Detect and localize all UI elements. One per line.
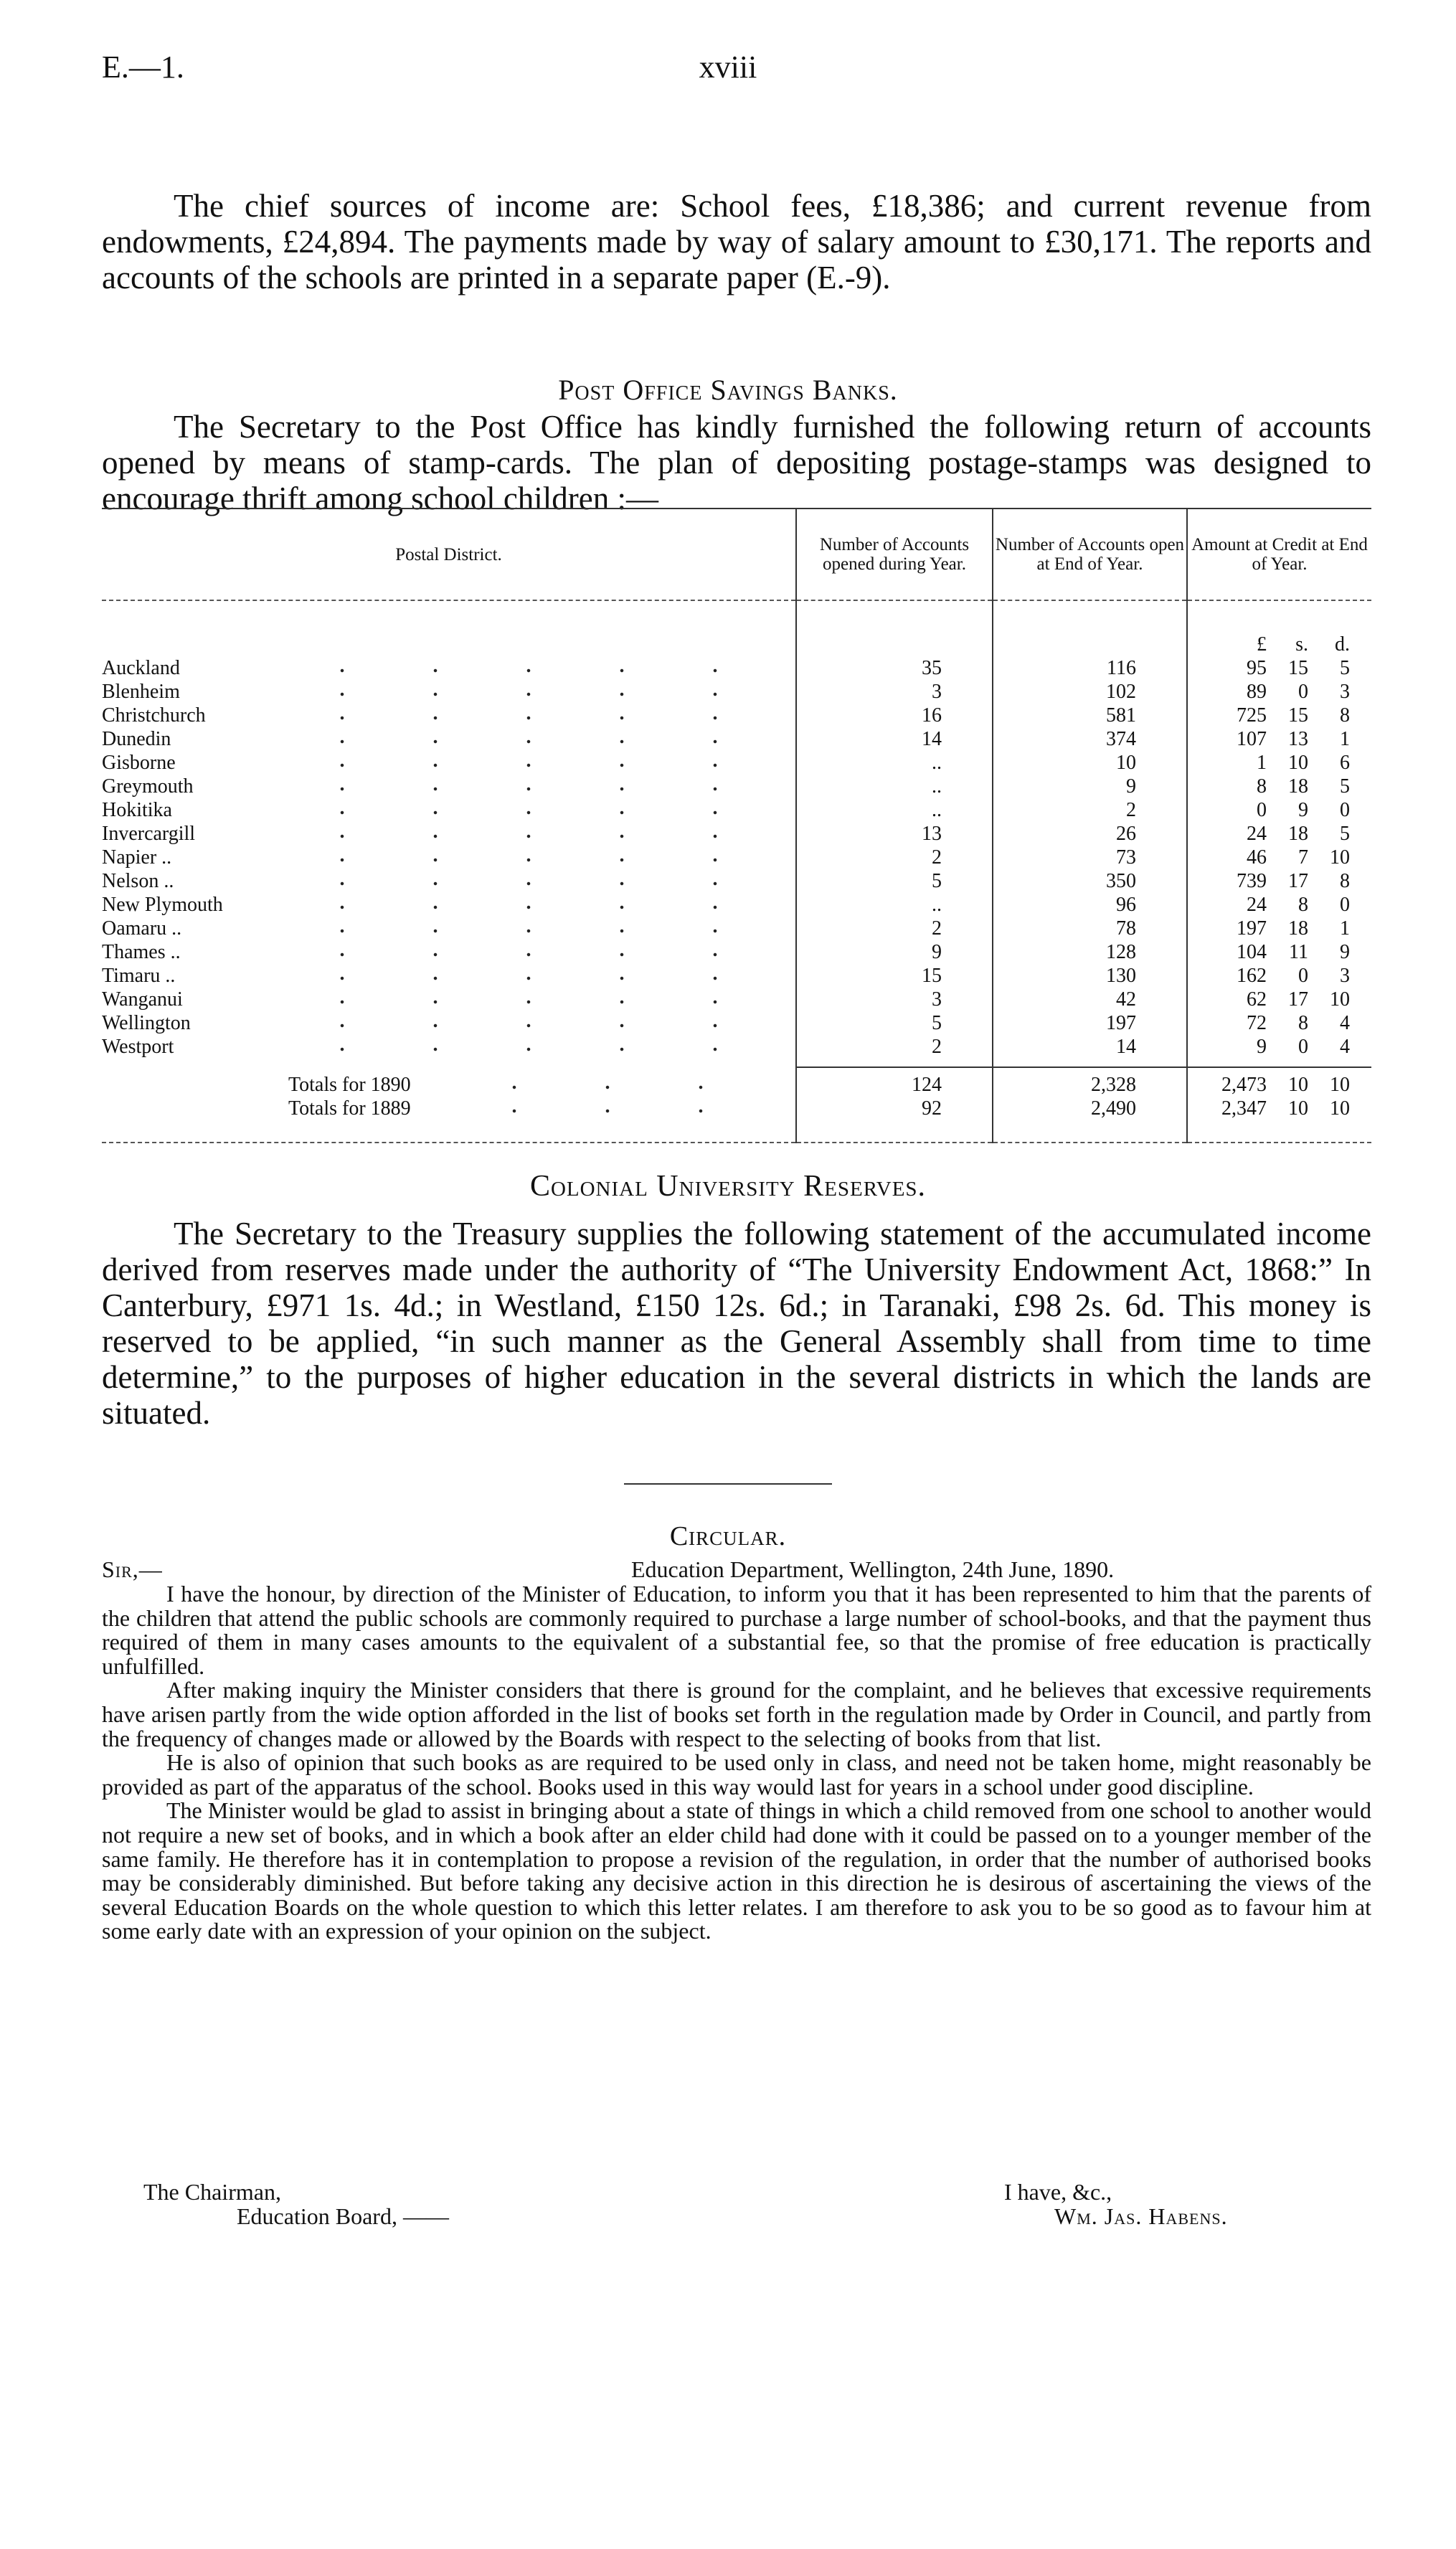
table-row: [102, 727, 1371, 751]
table-row: [102, 869, 1371, 893]
amount-cell: 162 0 3: [1187, 964, 1371, 988]
circular-paragraph: He is also of opinion that such books as are required to be used only in class, and need not be taken home, might reasonably be provided as part of the apparatus of the school. Books used in this way would last for years in a school under good discipline.: [102, 1749, 1371, 1800]
page-number: xviii: [699, 49, 757, 85]
amount-cell: 62 17 10: [1187, 988, 1371, 1011]
table-row: [102, 775, 1371, 798]
district-name: Invercargill: [102, 823, 196, 845]
leader-dots: [281, 856, 788, 864]
open-cell: 350: [993, 869, 1187, 893]
table-row: [102, 988, 1371, 1011]
amount-cell: 95 15 5: [1187, 656, 1371, 680]
opened-cell: 13: [796, 822, 993, 846]
open-cell: 73: [993, 846, 1187, 869]
circular-paragraph: The Minister would be glad to assist in bringing about a state of things in which a child removed from one school to another would not require a new set of books, and in which a book after an elder child had done with it could be passed on to a younger member of the same family. He therefore has it in contemplation to propose a revision of the regulation, in order that the number of authorised books may be considerably diminished. But before taking any decisive action in this direction he is desirous of ascertaining the views of the several Education Boards on the whole question to which this letter relates. I am therefore to ask you to be so good as to favour him at some early date with an expression of your opinion on the subject.: [102, 1797, 1371, 1944]
amount-cell: 24 18 5: [1187, 822, 1371, 846]
opened-cell: 5: [796, 1011, 993, 1035]
open-cell: 78: [993, 917, 1187, 940]
district-name: Greymouth: [102, 775, 194, 798]
opened-cell: 2: [796, 846, 993, 869]
amount-cell: 2,473 10 10: [1187, 1073, 1371, 1097]
circular-paragraph: After making inquiry the Minister considers that there is ground for the complaint, and he believes that excessive requirements have arisen partly from the wide option afforded in the list of books set forth in the regulation made by Order in Council, and partly from the frequency of changes made or allowed by the Boards with respect to the selecting of books from that list.: [102, 1677, 1371, 1751]
leader-dots: [281, 951, 788, 958]
amount-cell: 739 17 8: [1187, 869, 1371, 893]
amount-cell: 2,347 10 10: [1187, 1097, 1371, 1120]
district-name: Napier ..: [102, 846, 172, 869]
closing: I have, &c.,: [1004, 2179, 1112, 2205]
amount-cell: 104 11 9: [1187, 940, 1371, 964]
savings-heading: Post Office Savings Banks.: [558, 374, 898, 406]
opened-cell: 9: [796, 940, 993, 964]
district-name: Thames ..: [102, 941, 181, 963]
district-name: Timaru ..: [102, 965, 176, 987]
totals-label: Totals for 1889: [288, 1097, 411, 1120]
district-name: Blenheim: [102, 681, 180, 703]
district-name: Wanganui: [102, 988, 183, 1011]
amount-cell: 46 7 10: [1187, 846, 1371, 869]
open-cell: 581: [993, 704, 1187, 727]
district-name: Nelson ..: [102, 870, 174, 892]
opened-cell: 14: [796, 727, 993, 751]
open-cell: 374: [993, 727, 1187, 751]
leader-dots: [281, 927, 788, 935]
opened-cell: ..: [796, 893, 993, 917]
table-row: [102, 680, 1371, 704]
table-row: [102, 822, 1371, 846]
table-row: [102, 893, 1371, 917]
savings-paragraph: The Secretary to the Post Office has kindly furnished the following return of accounts opened by means of stamp-cards. The plan of depositing postage-stamps was designed to encourage thrift among school children :—: [102, 409, 1371, 516]
addressee-line-1: The Chairman,: [143, 2179, 281, 2205]
district-name: Oamaru ..: [102, 917, 182, 940]
circular-body: [102, 1582, 1371, 1944]
university-paragraph: The Secretary to the Treasury supplies the following statement of the accumulated income derived from reserves made under the authority of “The University Endowment Act, 1868:” In Canterbury, £971 1s. 4d.; in Westland, £150 12s. 6d.; in Taranaki, £98 2s. 6d. This money is reserved to be applied, “in such manner as the General Assembly shall from time to time determine,” to the purposes of higher education in the several districts in which the lands are situated.: [102, 1216, 1371, 1431]
district-name: Hokitika: [102, 799, 172, 821]
col-opened: Number of Accounts opened during Year.: [796, 509, 993, 600]
open-cell: 102: [993, 680, 1187, 704]
leader-dots: [281, 738, 788, 745]
district-name: Gisborne: [102, 752, 176, 774]
table-row: [102, 1035, 1371, 1059]
table-row: [102, 964, 1371, 988]
opened-cell: 16: [796, 704, 993, 727]
addressee-line-2: Education Board, ——: [237, 2203, 449, 2229]
table-row: [102, 751, 1371, 775]
leader-dots: [281, 1046, 788, 1053]
amount-cell: 107 13 1: [1187, 727, 1371, 751]
university-heading: Colonial University Reserves.: [529, 1170, 927, 1203]
leader-dots: [281, 833, 788, 840]
leader-dots: [281, 667, 788, 674]
totals-row: [102, 1097, 1371, 1120]
leader-dots: [281, 714, 788, 722]
amount-cell: 72 8 4: [1187, 1011, 1371, 1035]
amount-cell: 1 10 6: [1187, 751, 1371, 775]
district-name: Dunedin: [102, 728, 171, 750]
amount-cell: 24 8 0: [1187, 893, 1371, 917]
open-cell: 42: [993, 988, 1187, 1011]
totals-label: Totals for 1890: [288, 1074, 411, 1096]
district-name: Christchurch: [102, 704, 206, 727]
amount-cell: 9 0 4: [1187, 1035, 1371, 1059]
table-row: [102, 940, 1371, 964]
district-name: Wellington: [102, 1012, 191, 1034]
leader-dots: [281, 975, 788, 982]
section-divider: [624, 1483, 832, 1485]
amount-cell: 197 18 1: [1187, 917, 1371, 940]
district-name: Westport: [102, 1036, 174, 1058]
currency-header: £ s. d.: [1187, 600, 1371, 656]
open-cell: 128: [993, 940, 1187, 964]
open-cell: 10: [993, 751, 1187, 775]
open-cell: 9: [993, 775, 1187, 798]
opened-cell: ..: [796, 798, 993, 822]
signature: Wm. Jas. Habens.: [1054, 2203, 1228, 2229]
amount-cell: 8 18 5: [1187, 775, 1371, 798]
open-cell: 197: [993, 1011, 1187, 1035]
leader-dots: [281, 691, 788, 698]
open-cell: 130: [993, 964, 1187, 988]
amount-cell: 725 15 8: [1187, 704, 1371, 727]
open-cell: 26: [993, 822, 1187, 846]
district-name: Auckland: [102, 657, 180, 679]
table-row: [102, 917, 1371, 940]
opened-cell: 15: [796, 964, 993, 988]
opened-cell: 3: [796, 680, 993, 704]
leader-dots: [453, 1107, 788, 1115]
opened-cell: 35: [796, 656, 993, 680]
leader-dots: [281, 1022, 788, 1029]
circular-paragraph: I have the honour, by direction of the Minister of Education, to inform you that it has been represented to him that the parents of the children that attend the public schools are commonly required to purchase a large number of school-books, and that the payment thus required of them in many cases amounts to the equivalent of a substantial fee, so that the promise of free education is practically unfulfilled.: [102, 1581, 1371, 1679]
leader-dots: [281, 785, 788, 793]
col-open: Number of Accounts open at End of Year.: [993, 509, 1187, 600]
open-cell: 2: [993, 798, 1187, 822]
page-reference: E.—1.: [102, 49, 184, 85]
leader-dots: [281, 880, 788, 887]
leader-dots: [281, 809, 788, 816]
totals-row: [102, 1073, 1371, 1097]
leader-dots: [281, 904, 788, 911]
table-row: [102, 704, 1371, 727]
open-cell: 116: [993, 656, 1187, 680]
opened-cell: 2: [796, 1035, 993, 1059]
opened-cell: 3: [796, 988, 993, 1011]
amount-cell: 0 9 0: [1187, 798, 1371, 822]
opened-cell: 5: [796, 869, 993, 893]
circular-heading: Circular.: [669, 1521, 787, 1551]
col-amount: Amount at Credit at End of Year.: [1187, 509, 1371, 600]
district-name: New Plymouth: [102, 894, 223, 916]
salutation: Sir,—: [102, 1556, 163, 1582]
amount-cell: 89 0 3: [1187, 680, 1371, 704]
open-cell: 96: [993, 893, 1187, 917]
open-cell: 2,490: [993, 1097, 1187, 1120]
col-district: Postal District.: [102, 509, 796, 600]
opened-cell: ..: [796, 775, 993, 798]
table-row: [102, 1011, 1371, 1035]
leader-dots: [281, 998, 788, 1006]
opened-cell: 92: [796, 1097, 993, 1120]
open-cell: 14: [993, 1035, 1187, 1059]
leader-dots: [281, 762, 788, 769]
intro-paragraph: The chief sources of income are: School fees, £18,386; and current revenue from endowments, £24,894. The payments made by way of salary amount to £30,171. The reports and accounts of the schools are printed in a separate paper (E.-9).: [102, 188, 1371, 295]
table-row: [102, 798, 1371, 822]
savings-table: [102, 508, 1371, 1143]
table-row: [102, 846, 1371, 869]
opened-cell: ..: [796, 751, 993, 775]
opened-cell: 124: [796, 1073, 993, 1097]
table-row: [102, 656, 1371, 680]
dateline: Education Department, Wellington, 24th June, 1890.: [631, 1556, 1115, 1582]
leader-dots: [453, 1084, 788, 1091]
open-cell: 2,328: [993, 1073, 1187, 1097]
opened-cell: 2: [796, 917, 993, 940]
